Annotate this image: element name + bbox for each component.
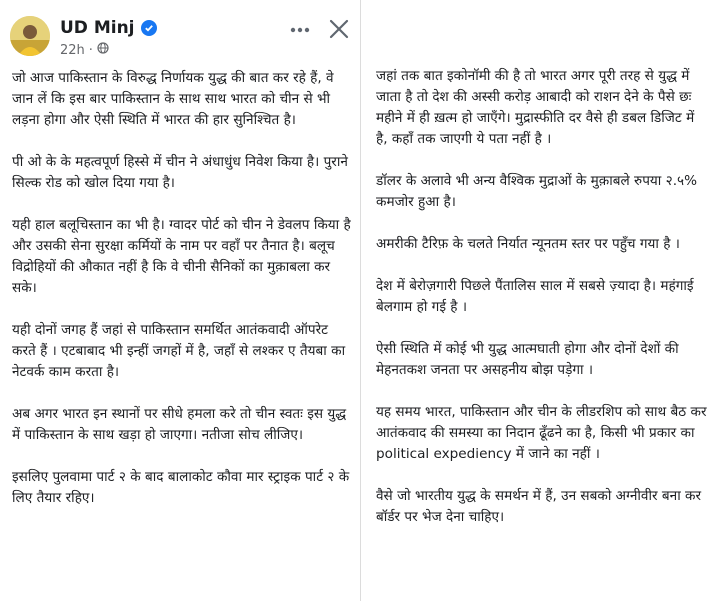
avatar-image	[10, 16, 50, 56]
author-name[interactable]: UD Minj	[60, 18, 135, 38]
post-meta	[60, 42, 109, 58]
author-avatar[interactable]	[10, 16, 50, 56]
paragraph: यही हाल बलूचिस्तान का भी है। ग्वादर पोर्ट को चीन ने डेवलप किया है और उसकी सेना सुरक्षा कर्मियों के नाम पर वहाँ पर तैनात है। बलूच विद्रोहियों की औकात नहीं है कि वे चीनी सैनिकों का मुक़ाबला कर सके।	[12, 217, 351, 296]
author-row	[60, 18, 157, 38]
paragraph: पी ओ के के महत्वपूर्ण हिस्से में चीन ने अंधाधुंध निवेश किया है। पुराने सिल्क रोड को खोल दिया गया है।	[12, 154, 348, 191]
verified-badge-icon	[141, 20, 157, 36]
paragraph: यही दोनों जगह हैं जहां से पाकिस्तान समर्थित आतंकवादी ऑपरेट करते हैं । एटबाबाद भी इन्हीं जगहों में है, जहाँ से लश्कर ए तैयबा का नेटवर्क काम करता है।	[12, 322, 346, 380]
globe-icon	[97, 42, 109, 58]
paragraph: अब अगर भारत इन स्थानों पर सीधे हमला करे तो चीन स्वतः इस युद्ध में पाकिस्तान के साथ खड़ा हो जाएगा। नतीजा सोच लीजिए।	[12, 406, 347, 443]
paragraph: ऐसी स्थिति में कोई भी युद्ध आत्मघाती होगा और दोनों देशों की मेहनतकश जनता पर असहनीय बोझ पड़ेगा ।	[376, 341, 679, 378]
close-icon	[327, 17, 351, 41]
more-options-button[interactable]	[288, 18, 312, 42]
post-text-right-column	[376, 66, 710, 549]
paragraph: जहां तक बात इकोनॉमी की है तो भारत अगर पूरी तरह से युद्ध में जाता है तो देश की अस्सी करोड़ आबादी को राशन देने के पैसे छः महीने में ही ख़त्म हो जाएँगे। मुद्रास्फीति दर वैसे ही डबल डिजिट में है, कहाँ तक जाएगी ये पता नहीं है ।	[376, 68, 695, 147]
more-horizontal-icon	[290, 27, 310, 33]
close-button[interactable]	[327, 17, 351, 41]
post-text-left-column	[12, 68, 354, 530]
paragraph: अमरीकी टैरिफ़ के चलते निर्यात न्यूनतम स्तर पर पहुँच गया है ।	[376, 236, 680, 252]
paragraph: देश में बेरोज़गारी पिछले पैंतालिस साल में सबसे ज़्यादा है। महंगाई बेलगाम हो गई है ।	[376, 278, 694, 315]
post-time[interactable]: 22h	[60, 42, 85, 58]
meta-separator: ·	[88, 42, 93, 58]
column-divider	[360, 0, 361, 601]
paragraph: इसलिए पुलवामा पार्ट २ के बाद बालाकोट कौवा मार स्ट्राइक पार्ट २ के लिए तैयार रहिए।	[12, 469, 350, 506]
paragraph: डॉलर के अलावे भी अन्य वैश्विक मुद्राओं के मुक़ाबले रुपया २.५% कमजोर हुआ है।	[376, 173, 698, 210]
paragraph: वैसे जो भारतीय युद्ध के समर्थन में हैं, उन सबको अग्नीवीर बना कर बॉर्डर पर भेज देना चाहिए।	[376, 488, 702, 525]
paragraph: यह समय भारत, पाकिस्तान और चीन के लीडरशिप को साथ बैठ कर आतंकवाद की समस्या का निदान ढूँढने का है, किसी भी प्रकार का political expediency में जाने का नहीं ।	[376, 404, 707, 462]
paragraph: जो आज पाकिस्तान के विरुद्ध निर्णायक युद्ध की बात कर रहे हैं, वे जान लें कि इस बार पाकिस्तान के साथ साथ भारत को चीन से भी लड़ना होगा और ऐसी स्थिति में भारत की हार सुनिश्चित है।	[12, 70, 334, 128]
